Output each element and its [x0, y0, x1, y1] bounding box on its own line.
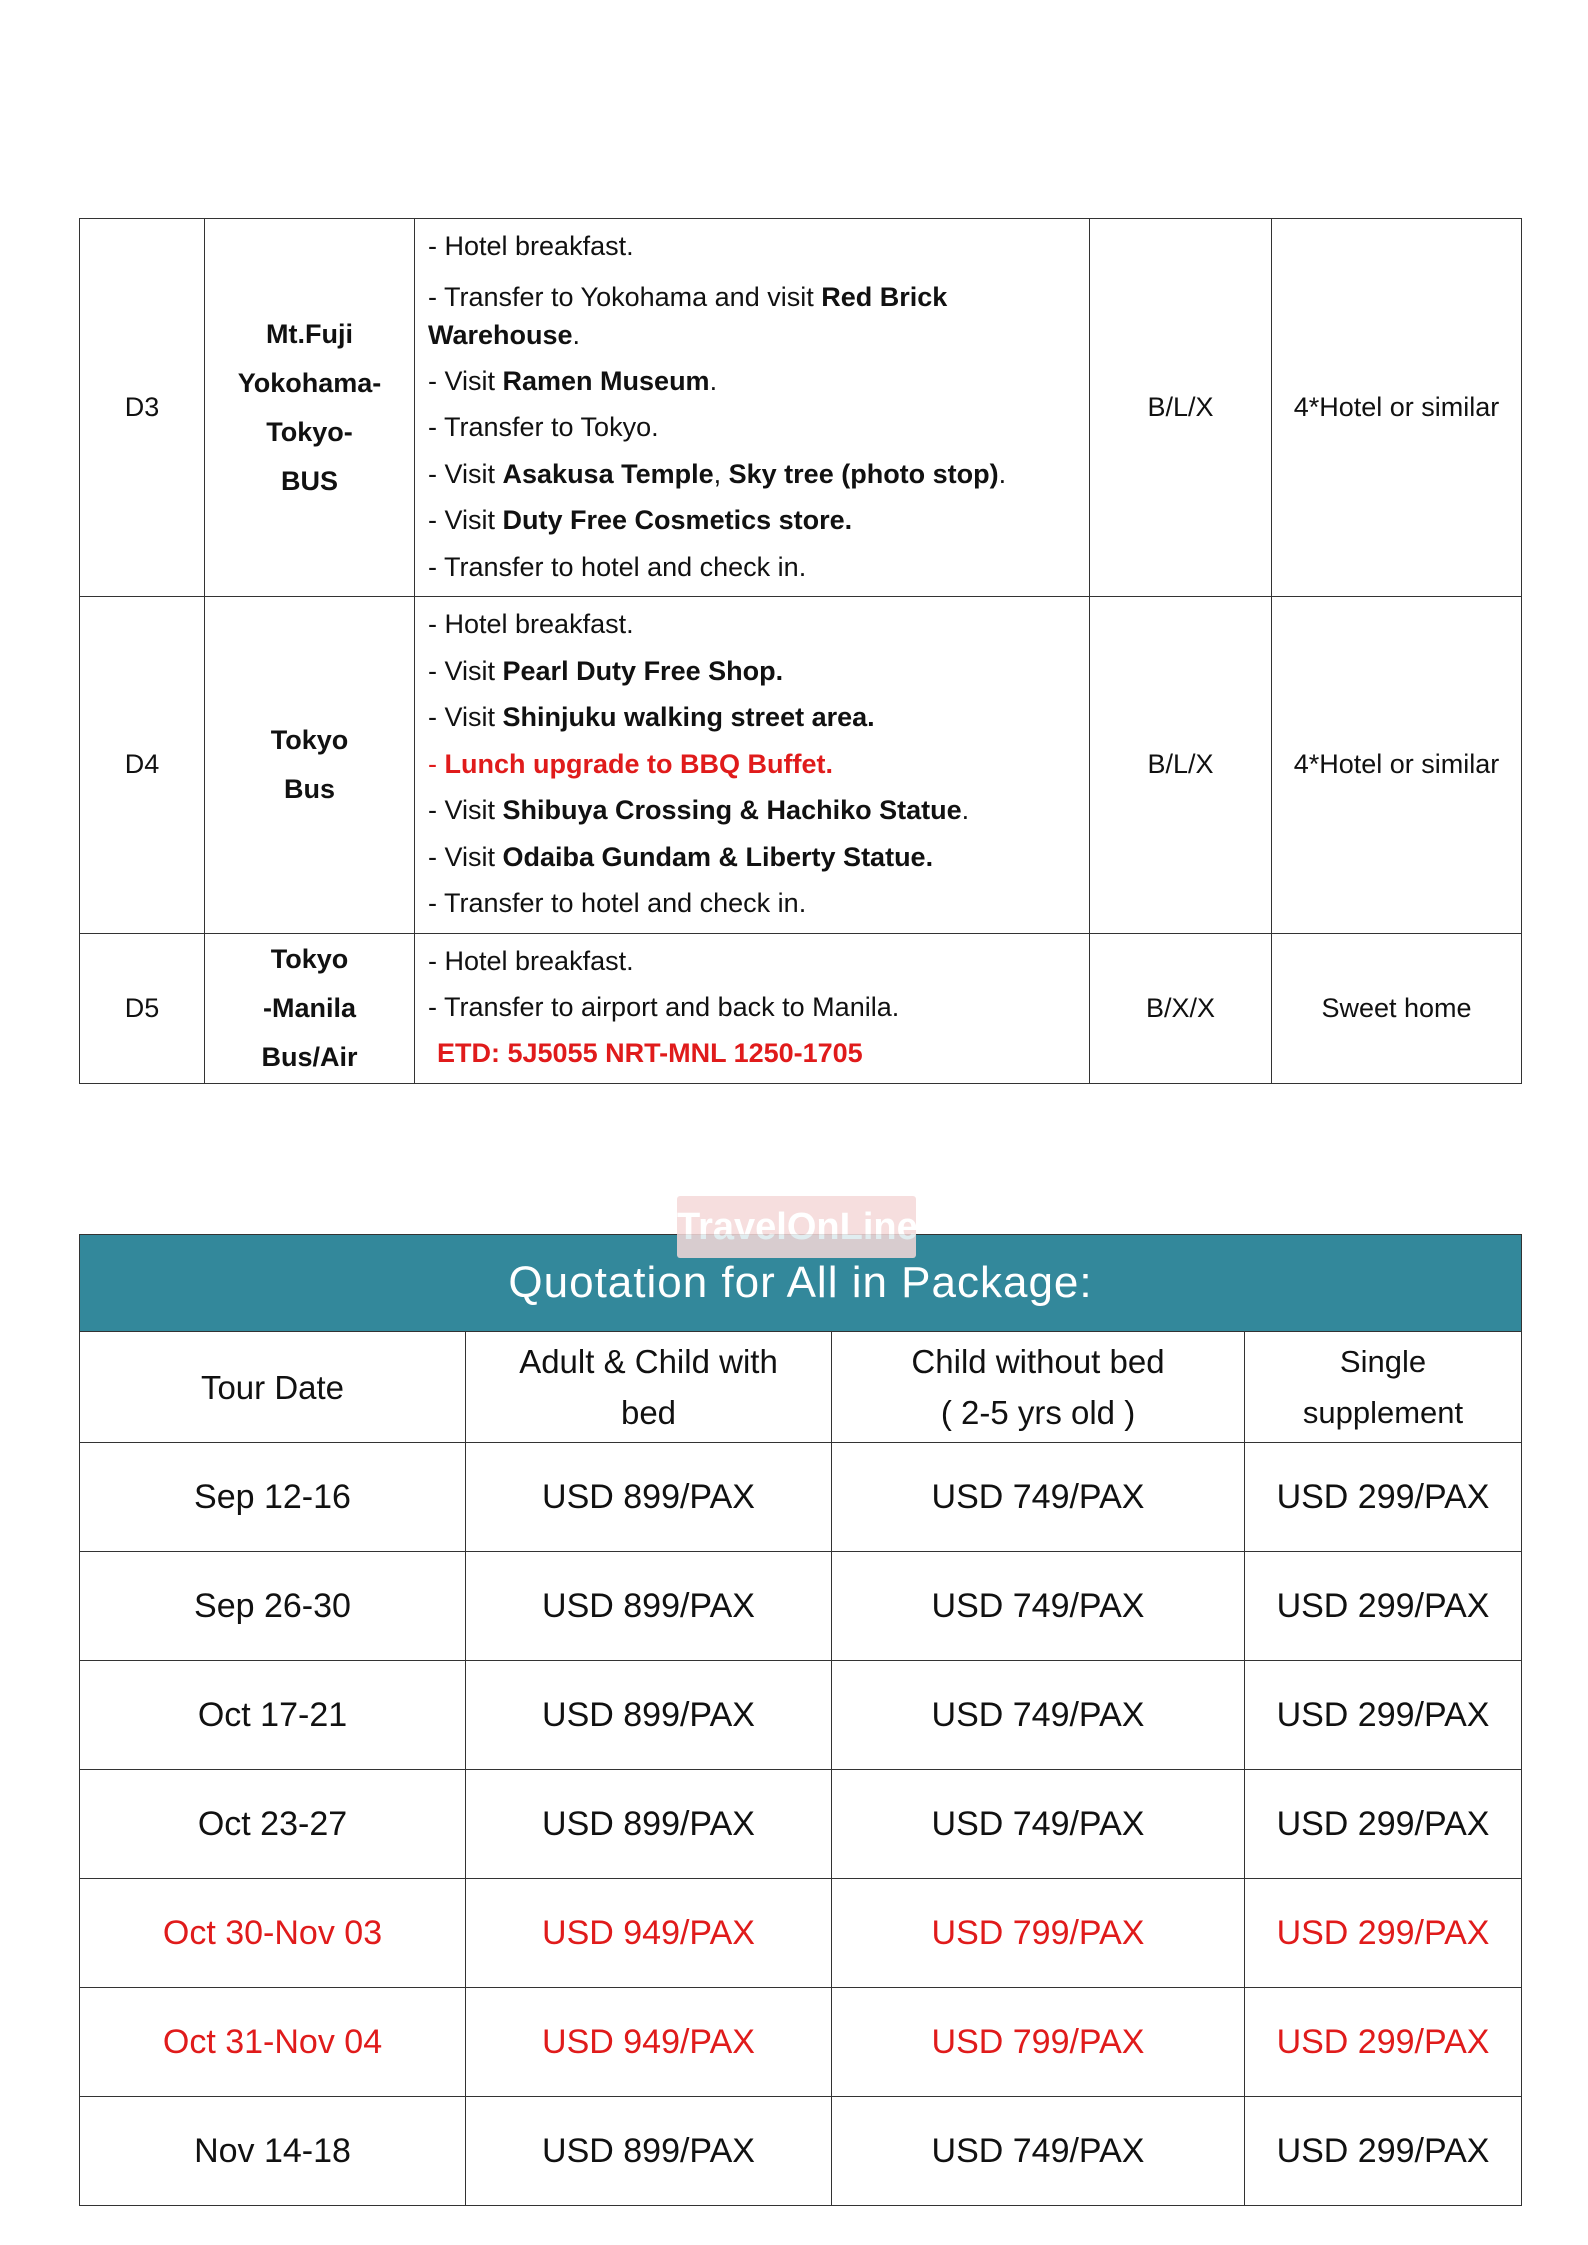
activity-line: - Hotel breakfast. — [428, 609, 634, 639]
quotation-title: Quotation for All in Package: — [80, 1235, 1522, 1332]
activity-line: - Transfer to hotel and check in. — [428, 551, 807, 582]
route-line: Bus/Air — [261, 1041, 358, 1072]
hotel-cell: 4*Hotel or similar — [1272, 597, 1522, 934]
activity-line: - Visit Shibuya Crossing & Hachiko Statue. — [428, 795, 970, 825]
activity-line: - Transfer to hotel and check in. — [428, 888, 807, 918]
route-cell — [205, 933, 415, 1083]
route-line: Yokohama- — [237, 367, 382, 398]
day-cell: D4 — [80, 597, 205, 934]
watermark-logo: TravelOnLine — [677, 1196, 916, 1258]
header-adult-child-with-bed — [466, 1332, 832, 1443]
activities-cell — [415, 933, 1090, 1083]
child-price-cell: USD 749/PAX — [832, 1552, 1245, 1661]
route-line: Tokyo — [270, 724, 349, 755]
day-cell: D3 — [80, 219, 205, 597]
route-line: Tokyo — [270, 943, 349, 974]
adult-price-cell: USD 899/PAX — [466, 2097, 832, 2206]
adult-price-cell: USD 899/PAX — [466, 1443, 832, 1552]
activity-line: - Transfer to Yokohama and visit Red Brick Warehouse. — [428, 281, 948, 350]
single-supplement-cell: USD 299/PAX — [1245, 1661, 1522, 1770]
tour-date-cell: Oct 31-Nov 04 — [80, 1988, 466, 2097]
child-price-cell: USD 799/PAX — [832, 1879, 1245, 1988]
activity-line: - Visit Ramen Museum. — [428, 365, 718, 396]
adult-price-cell: USD 949/PAX — [466, 1988, 832, 2097]
adult-price-cell: USD 899/PAX — [466, 1552, 832, 1661]
adult-price-cell: USD 899/PAX — [466, 1661, 832, 1770]
activity-line: - Visit Odaiba Gundam & Liberty Statue. — [428, 841, 934, 872]
price-row — [80, 2097, 1522, 2206]
tour-date-cell: Sep 26-30 — [80, 1552, 466, 1661]
adult-price-cell: USD 949/PAX — [466, 1879, 832, 1988]
price-row — [80, 1552, 1522, 1661]
activity-line: - Hotel breakfast. — [428, 946, 634, 976]
activity-line: - Visit Shinjuku walking street area. — [428, 702, 875, 732]
single-supplement-cell: USD 299/PAX — [1245, 1879, 1522, 1988]
price-row — [80, 1770, 1522, 1879]
tour-date-cell: Oct 17-21 — [80, 1661, 466, 1770]
itinerary-table — [79, 218, 1522, 1084]
tour-date-cell: Nov 14-18 — [80, 2097, 466, 2206]
child-price-cell: USD 799/PAX — [832, 1988, 1245, 2097]
price-row — [80, 1988, 1522, 2097]
route-cell — [205, 219, 415, 597]
route-line: -Manila — [262, 992, 356, 1023]
hotel-cell: 4*Hotel or similar — [1272, 219, 1522, 597]
child-price-cell: USD 749/PAX — [832, 1661, 1245, 1770]
activities-cell — [415, 219, 1090, 597]
single-supplement-cell: USD 299/PAX — [1245, 1988, 1522, 2097]
meals-cell: B/X/X — [1090, 933, 1272, 1083]
header-line: Adult & Child with — [519, 1343, 778, 1380]
route-line: Mt.Fuji — [266, 318, 353, 349]
activity-line: - Visit Duty Free Cosmetics store. — [428, 505, 853, 535]
header-line: supplement — [1302, 1395, 1464, 1430]
single-supplement-cell: USD 299/PAX — [1245, 1443, 1522, 1552]
child-price-cell: USD 749/PAX — [832, 1770, 1245, 1879]
route-cell — [205, 597, 415, 934]
activity-line: - Hotel breakfast. — [428, 231, 634, 261]
activity-line: - Visit Asakusa Temple, Sky tree (photo stop). — [428, 458, 1007, 489]
activities-cell — [415, 597, 1090, 934]
single-supplement-cell: USD 299/PAX — [1245, 2097, 1522, 2206]
single-supplement-cell: USD 299/PAX — [1245, 1552, 1522, 1661]
header-line: Single — [1339, 1344, 1427, 1379]
price-row — [80, 1443, 1522, 1552]
price-row — [80, 1879, 1522, 1988]
child-price-cell: USD 749/PAX — [832, 1443, 1245, 1552]
tour-date-cell: Sep 12-16 — [80, 1443, 466, 1552]
day-cell: D5 — [80, 933, 205, 1083]
activity-line: - Visit Pearl Duty Free Shop. — [428, 655, 784, 686]
flight-info: ETD: 5J5055 NRT-MNL 1250-1705 — [437, 1038, 863, 1068]
header-line: Child without bed — [911, 1343, 1165, 1380]
header-tour-date: Tour Date — [80, 1332, 466, 1443]
activity-line: - Transfer to Tokyo. — [428, 412, 659, 442]
header-child-without-bed — [832, 1332, 1245, 1443]
route-line: Tokyo- — [266, 416, 353, 447]
quotation-header-row — [80, 1332, 1522, 1443]
itinerary-row-d4 — [80, 597, 1522, 934]
header-line: bed — [620, 1394, 677, 1431]
header-line: ( 2-5 yrs old ) — [940, 1394, 1136, 1431]
quotation-table — [79, 1234, 1522, 2206]
header-single-supplement — [1245, 1332, 1522, 1443]
route-line: BUS — [280, 465, 338, 496]
meals-cell: B/L/X — [1090, 219, 1272, 597]
meals-cell: B/L/X — [1090, 597, 1272, 934]
activity-line-highlight: - Lunch upgrade to BBQ Buffet. — [428, 748, 833, 779]
tour-date-cell: Oct 30-Nov 03 — [80, 1879, 466, 1988]
child-price-cell: USD 749/PAX — [832, 2097, 1245, 2206]
single-supplement-cell: USD 299/PAX — [1245, 1770, 1522, 1879]
price-row — [80, 1661, 1522, 1770]
itinerary-row-d5 — [80, 933, 1522, 1083]
tour-date-cell: Oct 23-27 — [80, 1770, 466, 1879]
hotel-cell: Sweet home — [1272, 933, 1522, 1083]
itinerary-row-d3 — [80, 219, 1522, 597]
route-line: Bus — [283, 773, 335, 804]
adult-price-cell: USD 899/PAX — [466, 1770, 832, 1879]
activity-line: - Transfer to airport and back to Manila. — [428, 992, 900, 1022]
